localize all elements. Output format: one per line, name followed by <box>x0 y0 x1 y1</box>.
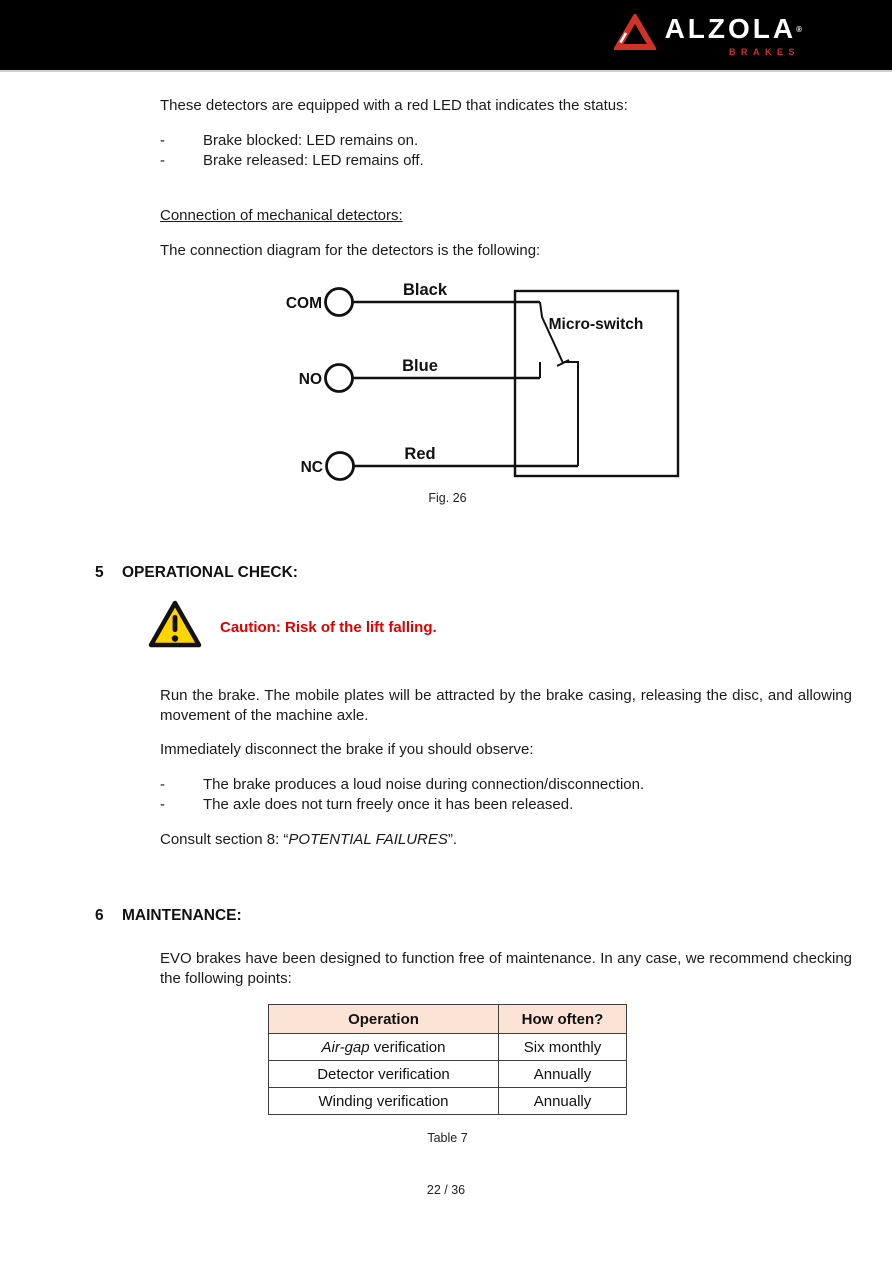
micro-switch-wiring-diagram <box>265 276 690 488</box>
list-item <box>160 151 852 171</box>
terminal-no-circle <box>326 365 353 392</box>
bullet-dash: - <box>160 776 165 793</box>
operation-text: verification <box>369 1038 446 1056</box>
consult-suffix: ”. <box>447 831 458 848</box>
list-item <box>160 795 852 815</box>
list-item-text: The brake produces a loud noise during connection/disconnection. <box>203 776 645 793</box>
list-item-text: The axle does not turn freely once it has been released. <box>203 796 574 813</box>
caution-text: Caution: Risk of the lift falling. <box>220 619 437 636</box>
table-row <box>269 1061 627 1088</box>
wire-black-label: Black <box>402 281 448 299</box>
table-row <box>269 1088 627 1115</box>
alzola-logo <box>614 14 802 57</box>
intro-paragraph: These detectors are equipped with a red LED that indicates the status: <box>160 97 628 114</box>
brand-subtitle: BRAKES <box>728 47 800 57</box>
section-title: MAINTENANCE: <box>122 907 242 924</box>
nc-contact-riser <box>564 362 578 466</box>
cell-operation <box>269 1034 499 1061</box>
cell-frequency: Annually <box>499 1061 627 1088</box>
table-caption: Table 7 <box>427 1131 468 1145</box>
run-brake-paragraph: Run the brake. The mobile plates will be attracted by the brake casing, releasing the disc, and allowing movement of the machine axle. <box>160 687 852 724</box>
section-5-heading <box>95 563 298 582</box>
maintenance-paragraph: EVO brakes have been designed to function free of maintenance. In any case, we recommend checking the following points: <box>160 950 852 987</box>
consult-paragraph <box>160 830 852 850</box>
brand-word: ALZOLA <box>664 13 797 44</box>
cell-operation <box>269 1088 499 1115</box>
list-item-text: Brake released: LED remains off. <box>203 152 424 169</box>
cell-frequency: Six monthly <box>499 1034 627 1061</box>
observe-list <box>160 775 852 815</box>
wire-blue-label: Blue <box>402 357 438 375</box>
maintenance-table <box>268 1004 627 1115</box>
bullet-dash: - <box>160 796 165 813</box>
page-number: 22 / 36 <box>426 1183 466 1197</box>
operation-text: Winding verification <box>318 1092 449 1110</box>
micro-switch-label: Micro-switch <box>548 316 644 333</box>
column-header-how-often: How often? <box>499 1005 627 1034</box>
section-6-heading <box>95 906 242 925</box>
bullet-dash: - <box>160 132 165 149</box>
cell-frequency: Annually <box>499 1088 627 1115</box>
alzola-triangle-icon <box>614 14 656 52</box>
diagram-intro: The connection diagram for the detectors is the following: <box>160 242 541 259</box>
figure-caption: Fig. 26 <box>428 491 467 505</box>
list-item <box>160 775 852 795</box>
warning-triangle-icon <box>147 598 203 650</box>
operation-text: Detector verification <box>317 1065 450 1083</box>
logo-text <box>665 14 802 57</box>
list-item <box>160 131 852 151</box>
section-number: 5 <box>95 564 104 581</box>
registered-mark: ® <box>796 25 802 34</box>
terminal-nc-circle <box>327 453 354 480</box>
terminal-nc-label: NC <box>300 459 323 476</box>
consult-prefix: Consult section 8: “ <box>160 831 289 848</box>
disconnect-paragraph: Immediately disconnect the brake if you should observe: <box>160 741 534 758</box>
column-header-operation: Operation <box>269 1005 499 1034</box>
table-header-row <box>269 1005 627 1034</box>
section-title: OPERATIONAL CHECK: <box>122 564 298 581</box>
led-status-list <box>160 131 852 171</box>
section-number: 6 <box>95 907 104 924</box>
terminal-com-circle <box>326 289 353 316</box>
terminal-no-label: NO <box>298 371 322 388</box>
wire-red-label: Red <box>404 445 436 463</box>
cell-operation <box>269 1061 499 1088</box>
table-row <box>269 1034 627 1061</box>
operation-italic: Air-gap <box>321 1038 370 1056</box>
header-bar <box>0 0 892 72</box>
consult-italic: POTENTIAL FAILURES <box>288 831 448 848</box>
connection-subheading: Connection of mechanical detectors: <box>160 207 403 224</box>
list-item-text: Brake blocked: LED remains on. <box>203 132 419 149</box>
bullet-dash: - <box>160 152 165 169</box>
terminal-com-label: COM <box>285 295 322 312</box>
brand-name <box>665 14 802 45</box>
